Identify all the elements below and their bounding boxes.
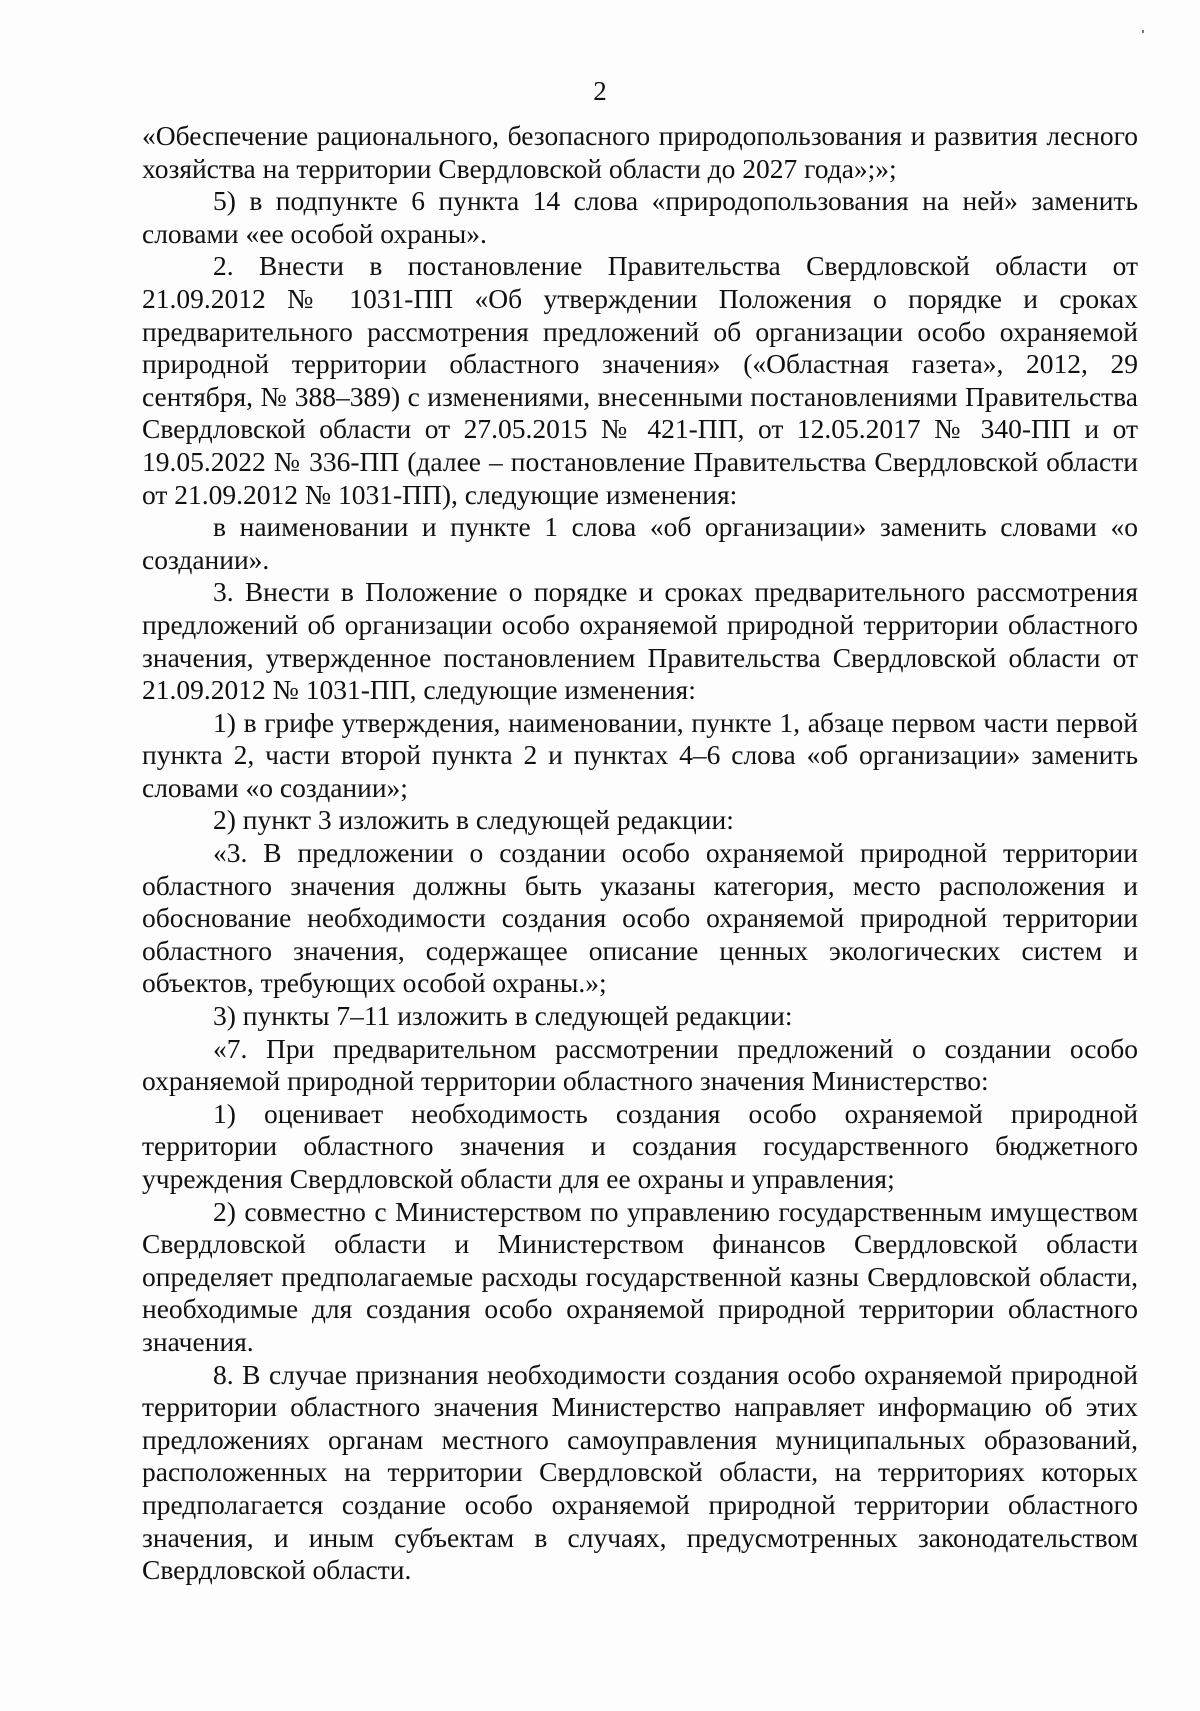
paragraph-item-1: 1) в грифе утверждения, наименовании, пункте 1, абзаце первом части первой пункта 2, части второй пункта 2 и пунктах 4–6 слова «об организации» заменить словами «о создании»; (142, 706, 1138, 803)
paragraph-clause-3: «3. В предложении о создании особо охраняемой природной территории областного значения должны быть указаны категория, место расположения и обоснование необходимости создания особо охраняемой природной территории областного значения, содержащее описание ценных экологических систем и объектов, требующих особой охраны.»; (142, 837, 1138, 999)
document-body (142, 120, 1138, 1587)
paragraph-section-3: 3. Внести в Положение о порядке и сроках предварительного рассмотрения предложений об организации особо охраняемой природной территории областного значения, утвержденное постановлением Правительства Свердловской области от 21.09.2012 № 1031-ПП, следующие изменения: (142, 576, 1138, 706)
scan-artifact (1142, 30, 1144, 33)
paragraph-clause-7-item-2: 2) совместно с Министерством по управлению государственным имуществом Свердловской области и Министерством финансов Свердловской области определяет предполагаемые расходы государственной казны Свердловской области, необходимые для создания особо охраняемой природной территории областного значения. (142, 1195, 1138, 1357)
paragraph-clause-8: 8. В случае признания необходимости создания особо охраняемой природной территории областного значения Министерство направляет информацию об этих предложениях органам местного самоуправления муниципальных образований, расположенных на территории Свердловской области, на территориях которых предполагается создание особо охраняемой природной территории областного значения, и иным субъектам в случаях, предусмотренных законодательством Свердловской области. (142, 1358, 1138, 1586)
paragraph-item-3: 3) пункты 7–11 изложить в следующей редакции: (213, 1000, 793, 1032)
page-number: 2 (593, 76, 607, 106)
paragraph-naming-change: в наименовании и пункте 1 слова «об организации» заменить словами «о создании». (142, 511, 1138, 575)
paragraph-item-2: 2) пункт 3 изложить в следующей редакции: (213, 804, 734, 836)
paragraph-item-5: 5) в подпункте 6 пункта 14 слова «природопользования на ней» заменить словами «ее особой охраны». (142, 185, 1138, 249)
paragraph-clause-7-item-1: 1) оценивает необходимость создания особо охраняемой природной территории областного значения и создания государственного бюджетного учреждения Свердловской области для ее охраны и управления; (142, 1097, 1138, 1194)
paragraph-continuation: «Обеспечение рационального, безопасного природопользования и развития лесного хозяйства на территории Свердловской области до 2027 года»;»; (142, 120, 1138, 184)
paragraph-section-2: 2. Внести в постановление Правительства Свердловской области от 21.09.2012 № 1031-ПП «Об утверждении Положения о порядке и сроках предварительного рассмотрения предложений об организации особо охраняемой природной территории областного значения» («Областная газета», 2012, 29 сентября, № 388–389) с изменениями, внесенными постановлениями Правительства Свердловской области от 27.05.2015 № 421-ПП, от 12.05.2017 № 340-ПП и от 19.05.2022 № 336-ПП (далее – постановление Правительства Свердловской области от 21.09.2012 № 1031-ПП), следующие изменения: (142, 250, 1138, 510)
paragraph-clause-7: «7. При предварительном рассмотрении предложений о создании особо охраняемой природной территории областного значения Министерство: (142, 1032, 1138, 1097)
